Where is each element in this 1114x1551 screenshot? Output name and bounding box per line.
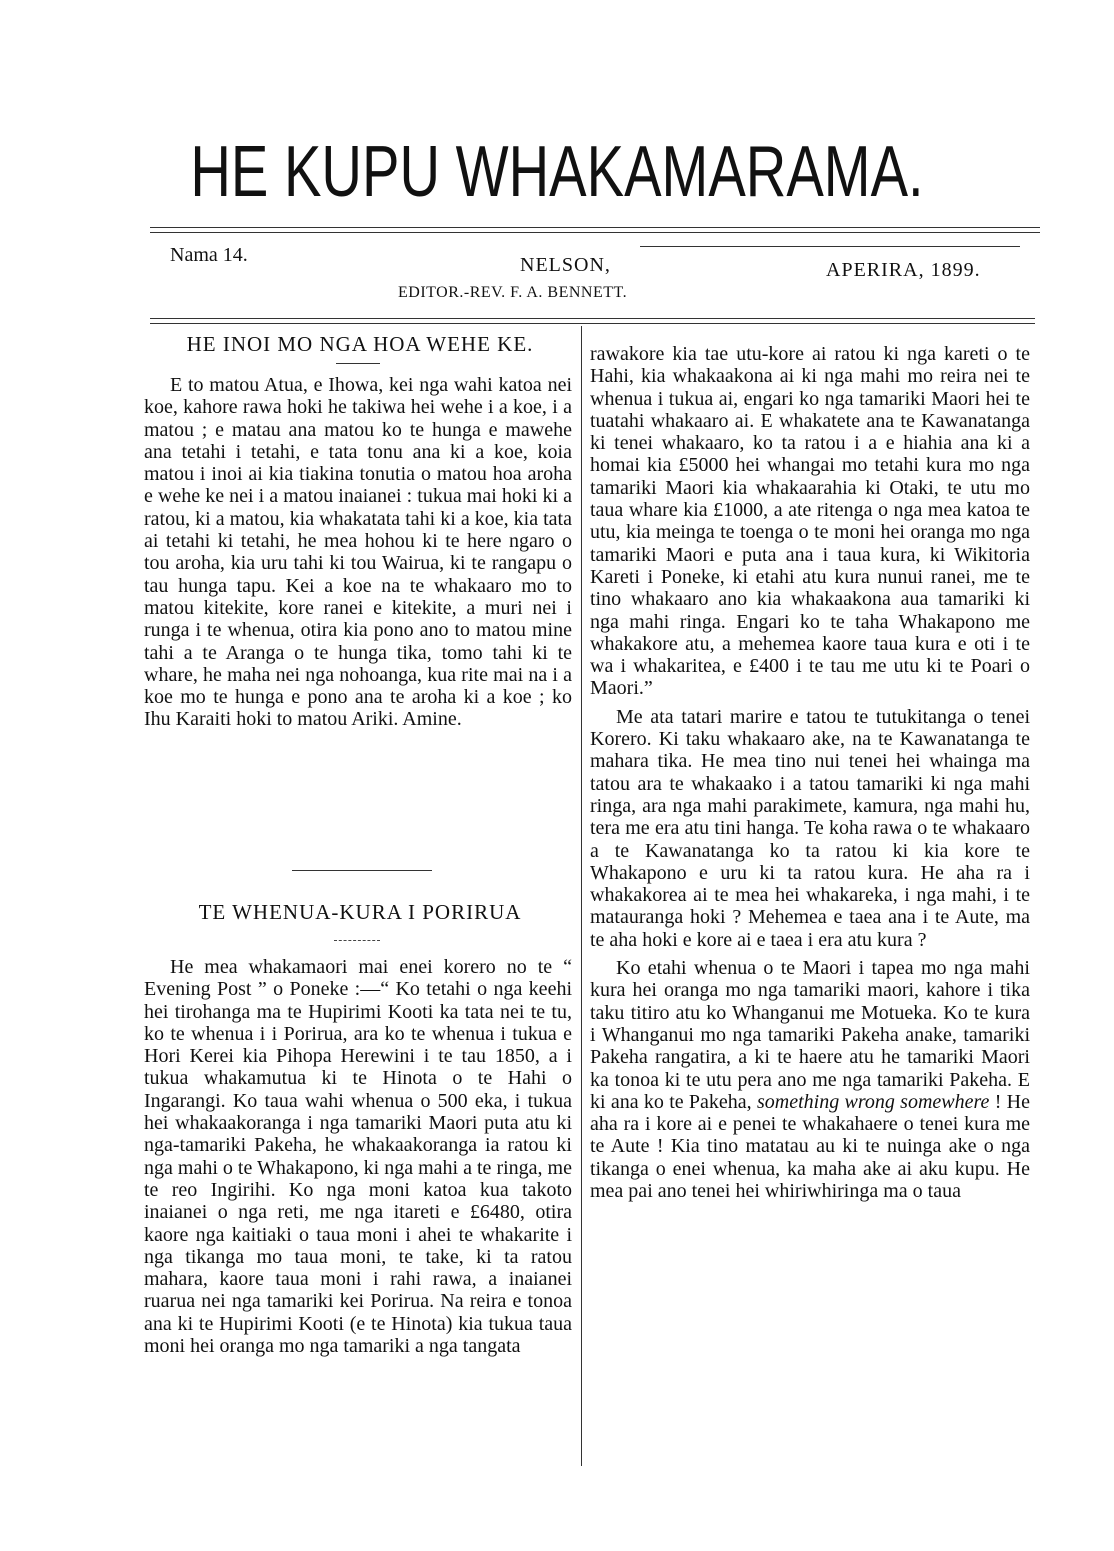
column-right bbox=[590, 343, 1030, 1202]
schools-italic: something wrong somewhere bbox=[756, 1090, 990, 1113]
header-rule-bottom bbox=[150, 318, 1035, 319]
editor-line: EDITOR.-REV. F. A. BENNETT. bbox=[398, 284, 628, 301]
masthead-rule-top-2 bbox=[150, 232, 1040, 233]
porirua-body bbox=[144, 956, 572, 1357]
schools-paragraph bbox=[590, 957, 1030, 1202]
schools-text-b: ! He aha ra i kore ai e penei te whakahaere o tenei kura me te Aute ! Kia tino matatau au ki te nuinga ake o nga tikanga o enei whenua, ka maha ake ai aku kupu. He mea pai ano tenei hei whiriwhiringa ma o taua bbox=[590, 1090, 1030, 1202]
publication-place: NELSON, bbox=[520, 254, 611, 276]
continued-paragraph: rawakore kia tae utu-kore ai ratou ki nga kareti o te Hahi, kia whakaakona ai ki nga mahi mo reira nei te whenua i tukua ai, engari ko nga tamariki Maori hei te tuatahi whakaaro ai. E whakatete ana te Kawanatanga ki tenei whakaaro, ko ta ratou i a e hiahia ana ki a homai kia £5000 hei whangai mo tetahi kura mo nga tamariki Maori kia whakaarahia ki Otaki, te utu mo taua whare kia £1000, a ate ritenga o nga mea katoa te utu, kia meinga te toenga o te moni hei oranga mo nga tamariki Maori e puta ana i taua kura, ki Wikitoria Kareti i Poneke, ki etahi atu kura nunui ranei, me te tino whakaaro ano kia whakaakona aua tamariki ki nga mahi ringa. Engari ko te taha Whakapono me whakakore atu, a mehemea kaore taua kura e oti i te wa i whakaritea, e £400 i te tau me utu ki te Poari o Maori.” bbox=[590, 343, 1030, 700]
heading-dash-2 bbox=[334, 940, 380, 941]
commentary-paragraph: Me ata tatari marire e tatou te tutukitanga o tenei Korero. Ki taku whakaaro ake, na te Kawanatanga te mahara tika. He mea tino nui tenei hei whainga ma tatou ara te whakaako i a tatou tamariki ki nga mahi ringa, ara nga mahi parakimete, kamura, nga mahi hu, tera me era atu tini hanga. Te koha rawa o te whakaaro a te Kawanatanga ko ta ratou ki kia kore te Whakapono e uru ki ta ratou kura. He aha ra i whakakorea ai te mea hei whakareka, i nga mahi, i te matauranga hoki ? Mehemea e taea ana i te Aute, ma te aha hoki e kore ai e taea i era atu kura ? bbox=[590, 705, 1030, 951]
publication-date: APERIRA, 1899. bbox=[826, 259, 981, 281]
porirua-paragraph: He mea whakamaori mai enei korero no te “ Evening Post ” o Poneke :—“ Ko tetahi o nga keehi hei tirohanga ma te Hupirimi Kooti ka tata nei te tu, ko te whenua i i Porirua, ara ko te whenua i tukua e Hori Kerei kia Pihopa Herewini i te tau 1850, a i tukua whakamutua ki te Hinota o te Hahi o Ingarangi. Ko taua wahi whenua o 500 eka, i tukua hei whakaakoranga i nga tamariki Maori puta atu ki nga-tamariki Pakeha, he whakaakoranga ia ratou ki nga mahi o te Whakapono, ki nga mahi a te ringa, me te reo Ingirihi. Ko nga moni katoa kua takoto inaianei o nga reti, me nga itareti e £6480, otira kaore nga kaitiaki o taua moni i ahei te whakarite i nga tikanga mo taua moni, te take, ki ta ratou mahara, kaore taua moni i rahi rawa, a inaianei ruarua nei nga tamariki kei Porirua. Na reira e tonoa ana ki te Hupirimi Kooti (e te Hinota) kia tukua taua moni hei oranga mo nga tamariki a nga tangata bbox=[144, 956, 572, 1358]
schools-text-a: Ko etahi whenua o te Maori i tapea mo nga mahi kura hei oranga mo nga tamariki maori, kahore i tika taku titiro atu ko Whanganui me Motueka. Ko te kura i Whanganui mo nga tamariki Pakeha anake, tamariki Pakeha rangatira, a ki te haere atu he tamariki Maori ka tonoa ki te utu pera ano me nga tamariki Pakeha. E ki ana ko te Pakeha, bbox=[590, 957, 1030, 1113]
article-separator bbox=[292, 870, 432, 871]
article-heading-porirua: TE WHENUA-KURA I PORIRUA bbox=[198, 900, 522, 924]
issue-number: Nama 14. bbox=[170, 244, 248, 266]
prayer-paragraph: E to matou Atua, e Ihowa, kei nga wahi katoa nei koe, kahore rawa hoki he takiwa hei wehe i a koe, i a matou ; e matau ana matou ko te hunga e mawehe ana tetahi i tetahi, e tata tonu ana ki a koe, koia matou i inoi ai kia tiakina tonutia o matou hoa aroha e wehe ke nei i a matou inaianei : tukua mai hoki ki a ratou, ki a matou, kia whakatata tahi ki a koe, kia tata ai tetahi ki tetahi, he mea hohou ki te here ngaro o tou aroha, kia uru tahi ki tou Wairua, ki te rangapu o tau hunga tapu. Kei a koe na te whakaaro mo to matou kitekite, kore ranei e kitekite, a muri nei i runga i te whenua, otira kia pono ano to matou mine tahi a te Aranga o te hunga tika, tomo tahi ki te whare, he maha nei nga nohoanga, kua rite mai na i a koe mo te hunga e pono ana te aroha ki a koe ; ko Ihu Karaiti hoki to matou Ariki. Amine. bbox=[144, 374, 572, 731]
masthead-rule-sub bbox=[640, 246, 1020, 247]
column-left bbox=[144, 374, 572, 731]
heading-dash bbox=[336, 363, 380, 364]
masthead-title: HE KUPU WHAKAMARAMA. bbox=[190, 132, 924, 212]
masthead-rule-top bbox=[150, 227, 1040, 228]
header-rule-bottom-2 bbox=[150, 323, 1035, 324]
column-divider bbox=[581, 326, 582, 1466]
article-heading-prayer: HE INOI MO NGA HOA WEHE KE. bbox=[186, 332, 534, 356]
